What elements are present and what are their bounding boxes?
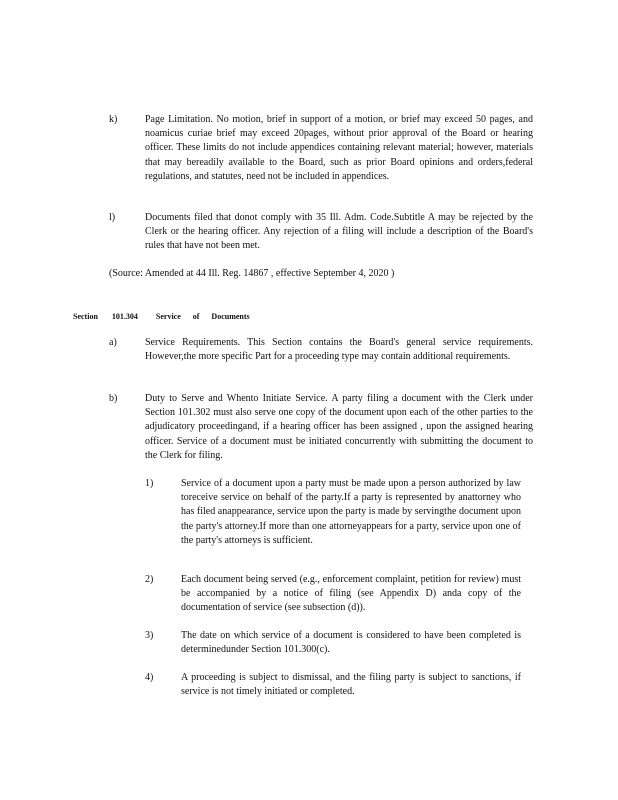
subsection-label: a)	[109, 337, 117, 348]
section-number: 101.304	[111, 312, 138, 321]
subsection-label: l)	[109, 212, 116, 223]
item-label: 4)	[145, 672, 154, 683]
item-text: Service of a document upon a party must be made upon a person authorized by law toreceive service on behalf of the party.If a party is represented by anattorney who has filed anappearance, service upon the party is made by servingthe document upon the party's attorney.If more than one attorneyappears for a party, service upon one of the party's attorneys is sufficient.	[181, 478, 521, 546]
item-label: 1)	[145, 478, 154, 489]
subsection-text: Duty to Serve and Whento Initiate Service. A party filing a document with the Clerk under Section 101.302 must also serve one copy of the document upon each of the other parties to the adjudicatory proceedingand, if a hearing officer has been assigned , upon the assigned hearing officer. Service of a document must be initiated concurrently with submitting the document to the Clerk for filing.	[145, 393, 533, 461]
item-label: 3)	[145, 630, 154, 641]
subsection-text: Service Requirements. This Section contains the Board's general service requirements. However,the more specific Part for a proceeding type may contain additional requirements.	[145, 337, 533, 363]
item-label: 2)	[145, 574, 154, 585]
section-title: Service of Documents	[155, 312, 250, 321]
subsection-text: Documents filed that donot comply with 35 Ill. Adm. Code.Subtitle A may be rejected by the Clerk or the hearing officer. Any rejection of a filing will include a description of the Board's rules that have not been met.	[145, 212, 533, 252]
subsection-text: Page Limitation. No motion, brief in support of a motion, or brief may exceed 50 pages, and noamicus curiae brief may exceed 20pages, without prior approval of the Board or hearing officer. These limits do not include appendices containing relevant material; however, materials that may bereadily available to the Board, such as prior Board opinions and orders,federal regulations, and statutes, need not be included in appendices.	[145, 114, 533, 182]
item-text: A proceeding is subject to dismissal, and the filing party is subject to sanctions, if service is not timely initiated or completed.	[181, 672, 521, 698]
subsection-label: k)	[109, 114, 118, 125]
subsection-label: b)	[109, 393, 118, 404]
item-text: The date on which service of a document is considered to have been completed is determinedunder Section 101.300(c).	[181, 630, 521, 656]
item-text: Each document being served (e.g., enforcement complaint, petition for review) must be accompanied by a notice of filing (see Appendix D) anda copy of the documentation of service (see subsection (d)).	[181, 574, 521, 614]
section-heading	[73, 311, 250, 323]
source-note: (Source: Amended at 44 Ill. Reg. 14867 , effective September 4, 2020 )	[109, 268, 395, 279]
section-word: Section	[73, 312, 98, 321]
